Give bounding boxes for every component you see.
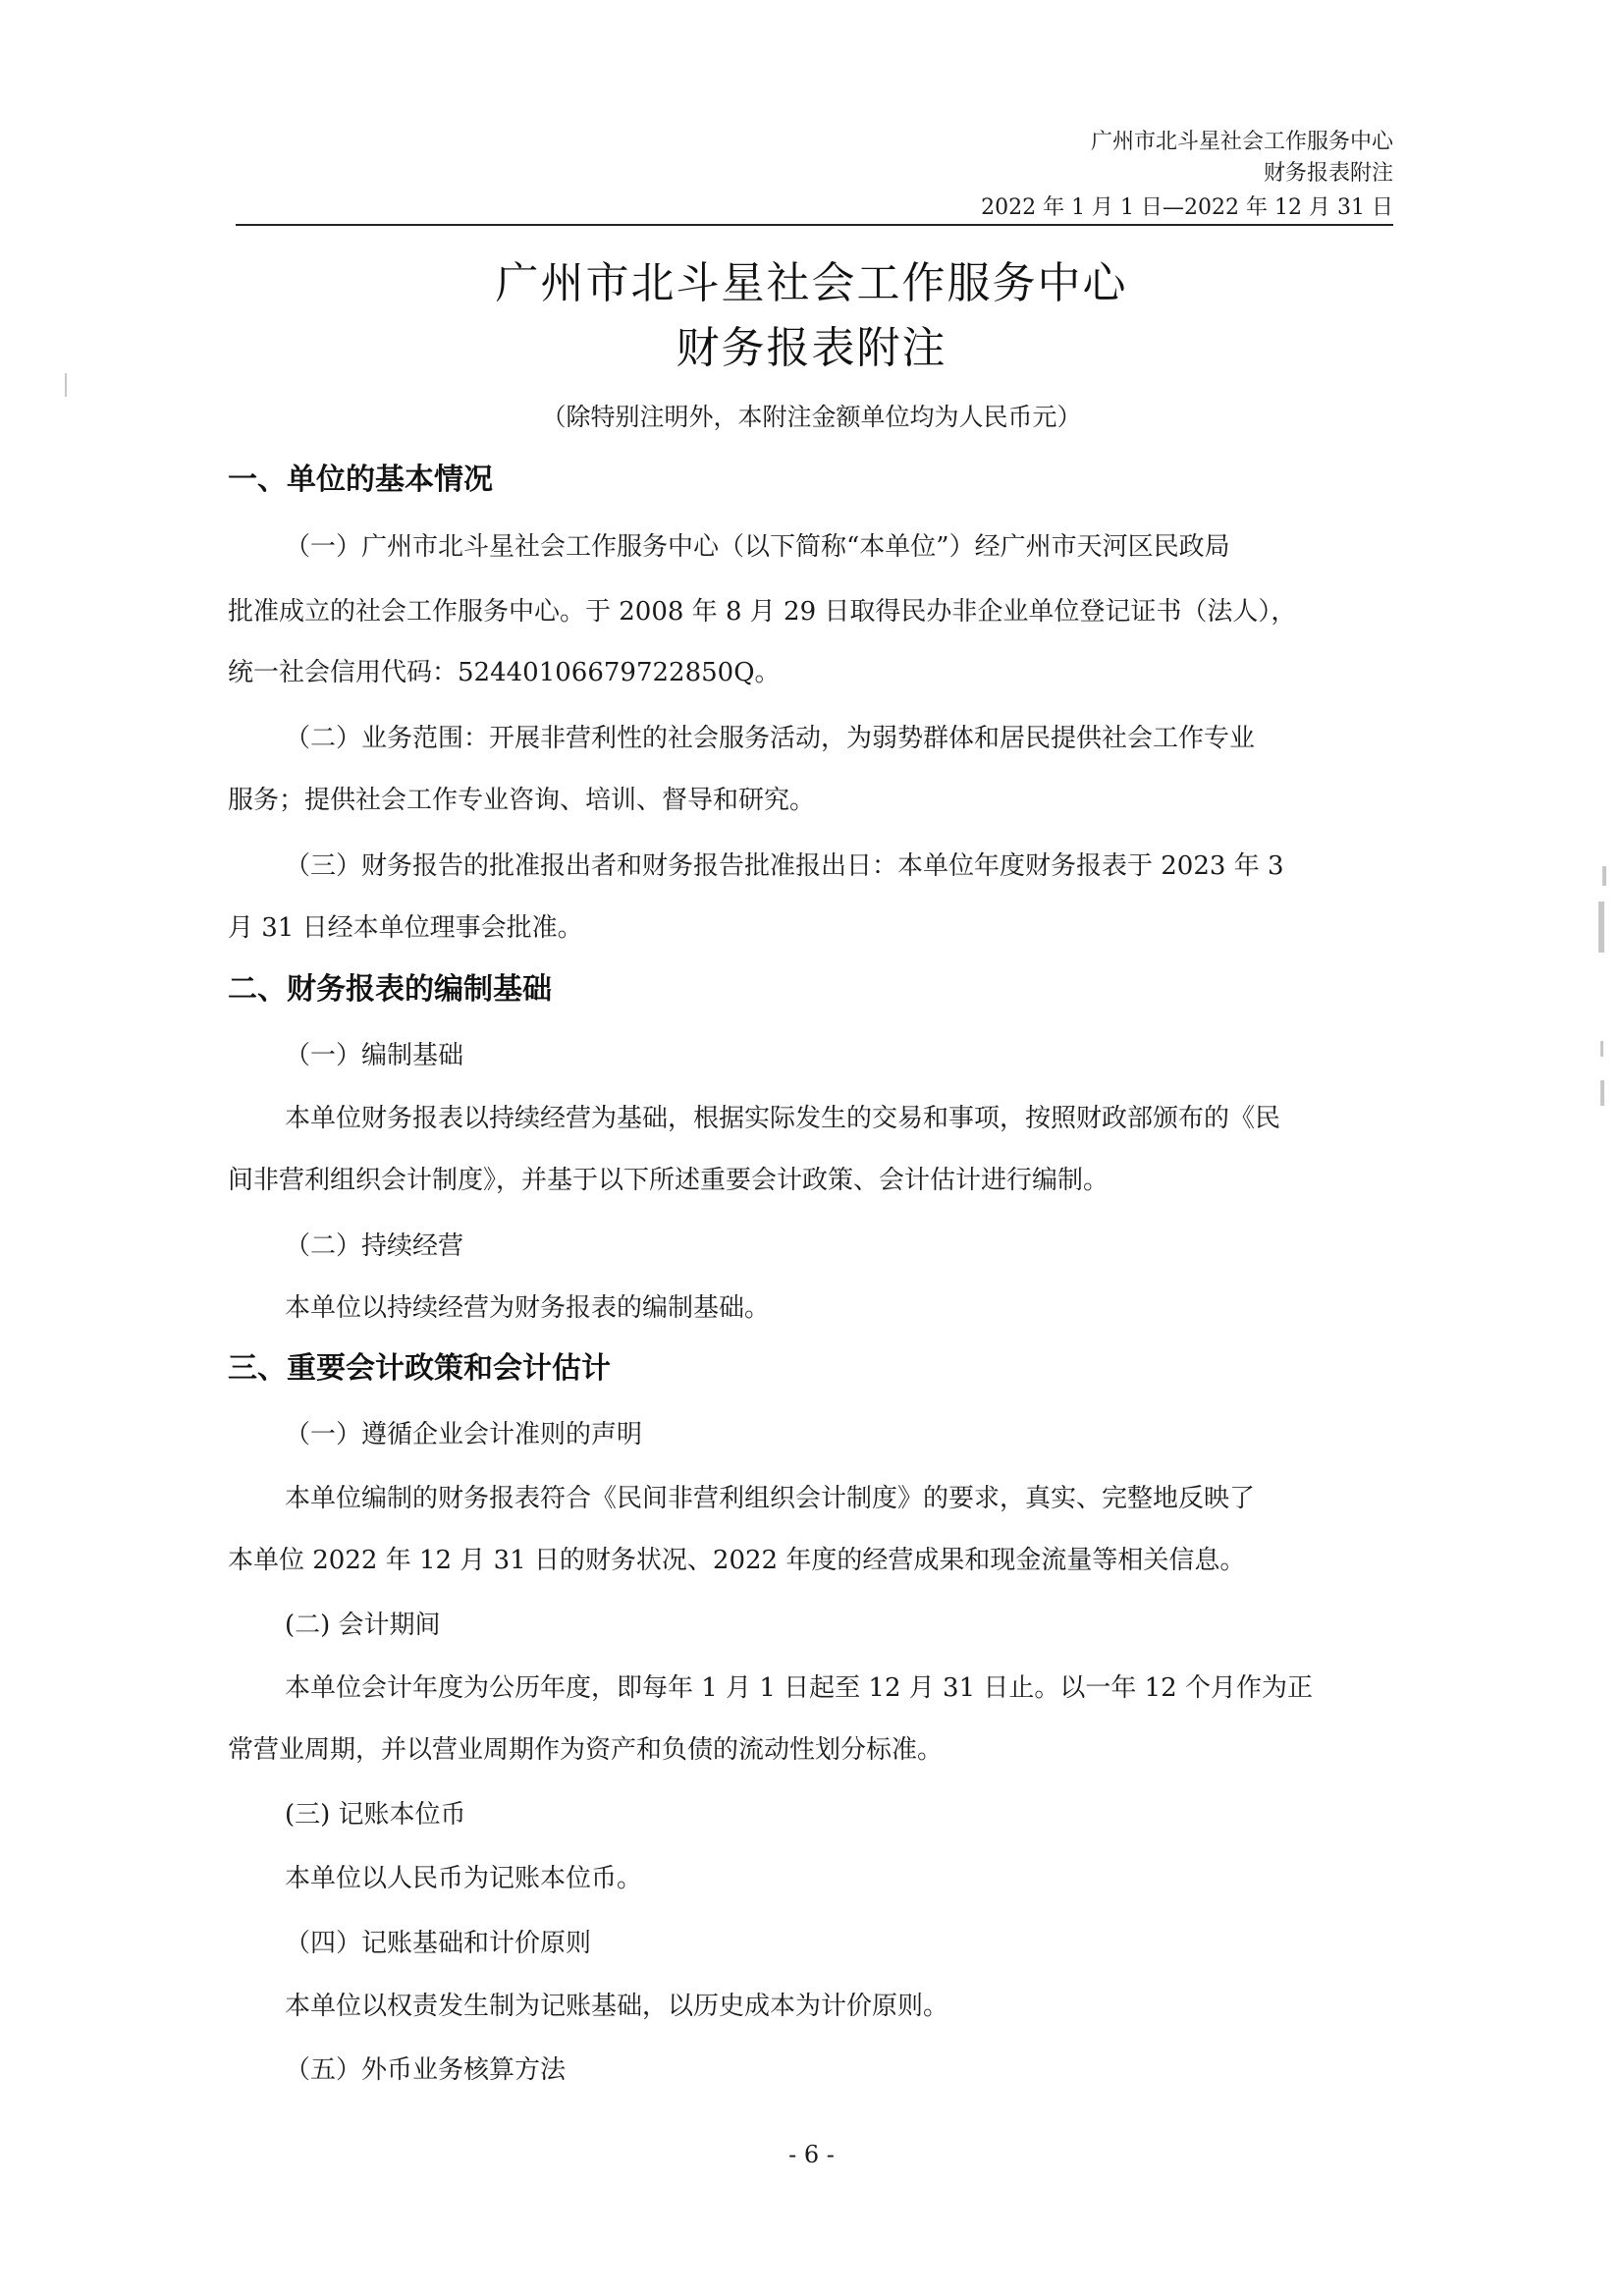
doc-title-line1: 广州市北斗星社会工作服务中心 [495, 258, 1128, 308]
paragraph-line: （二）业务范围：开展非营利性的社会服务活动，为弱势群体和居民提供社会工作专业 [285, 724, 1256, 753]
paragraph-line: （五）外币业务核算方法 [285, 2055, 567, 2085]
paragraph-line: 本单位财务报表以持续经营为基础，根据实际发生的交易和事项，按照财政部颁布的《民 [285, 1104, 1281, 1133]
paragraph-line: 本单位会计年度为公历年度，即每年 1 月 1 日起至 12 月 31 日止。以一年 12 个月作为正 [285, 1673, 1313, 1703]
paragraph-line: 统一社会信用代码：52440106679722850Q。 [228, 658, 781, 687]
paragraph-line: （二）持续经营 [285, 1231, 464, 1261]
scan-artifact [1600, 1041, 1603, 1057]
scan-artifact [65, 373, 67, 397]
paragraph-line: 批准成立的社会工作服务中心。于 2008 年 8 月 29 日取得民办非企业单位登记证书（法人）， [228, 597, 1297, 627]
paragraph-line: 间非营利组织会计制度》，并基于以下所述重要会计政策、会计估计进行编制。 [228, 1166, 1109, 1195]
paragraph-line: 常营业周期，并以营业周期作为资产和负债的流动性划分标准。 [228, 1735, 944, 1765]
section-heading-3: 三、重要会计政策和会计估计 [228, 1351, 611, 1386]
paragraph-line: （三）财务报告的批准报出者和财务报告批准报出日：本单位年度财务报表于 2023 年 3 [285, 851, 1284, 881]
currency-note: （除特别注明外，本附注金额单位均为人民币元） [541, 403, 1082, 431]
header-rule [236, 224, 1393, 226]
doc-title-line2: 财务报表附注 [676, 323, 947, 373]
page-number: - 6 - [788, 2141, 835, 2168]
header-doc-title: 财务报表附注 [1263, 161, 1393, 186]
paragraph-line: (三) 记账本位币 [285, 1800, 466, 1830]
paragraph-line: 本单位以权责发生制为记账基础，以历史成本为计价原则。 [285, 1992, 949, 2021]
paragraph-line: （一）广州市北斗星社会工作服务中心（以下简称“本单位”）经广州市天河区民政局 [285, 532, 1230, 562]
paragraph-line: (二) 会计期间 [285, 1611, 441, 1640]
section-heading-1: 一、单位的基本情况 [228, 463, 493, 497]
scan-artifact [1598, 902, 1604, 953]
scan-artifact [1602, 866, 1606, 886]
paragraph-line: （一）遵循企业会计准则的声明 [285, 1420, 643, 1449]
paragraph-line: 月 31 日经本单位理事会批准。 [228, 913, 583, 943]
paragraph-line: 本单位编制的财务报表符合《民间非营利组织会计制度》的要求，真实、完整地反映了 [285, 1484, 1256, 1513]
paragraph-line: 本单位 2022 年 12 月 31 日的财务状况、2022 年度的经营成果和现金流量等相关信息。 [228, 1546, 1246, 1575]
paragraph-line: 本单位以人民币为记账本位币。 [285, 1864, 643, 1893]
header-period: 2022 年 1 月 1 日—2022 年 12 月 31 日 [981, 195, 1393, 220]
scan-artifact [1600, 1080, 1604, 1106]
section-heading-2: 二、财务报表的编制基础 [228, 972, 552, 1007]
paragraph-line: （一）编制基础 [285, 1041, 464, 1070]
paragraph-line: 服务；提供社会工作专业咨询、培训、督导和研究。 [228, 786, 816, 815]
paragraph-line: 本单位以持续经营为财务报表的编制基础。 [285, 1293, 771, 1323]
paragraph-line: （四）记账基础和计价原则 [285, 1929, 592, 1958]
header-org: 广州市北斗星社会工作服务中心 [1090, 130, 1393, 154]
